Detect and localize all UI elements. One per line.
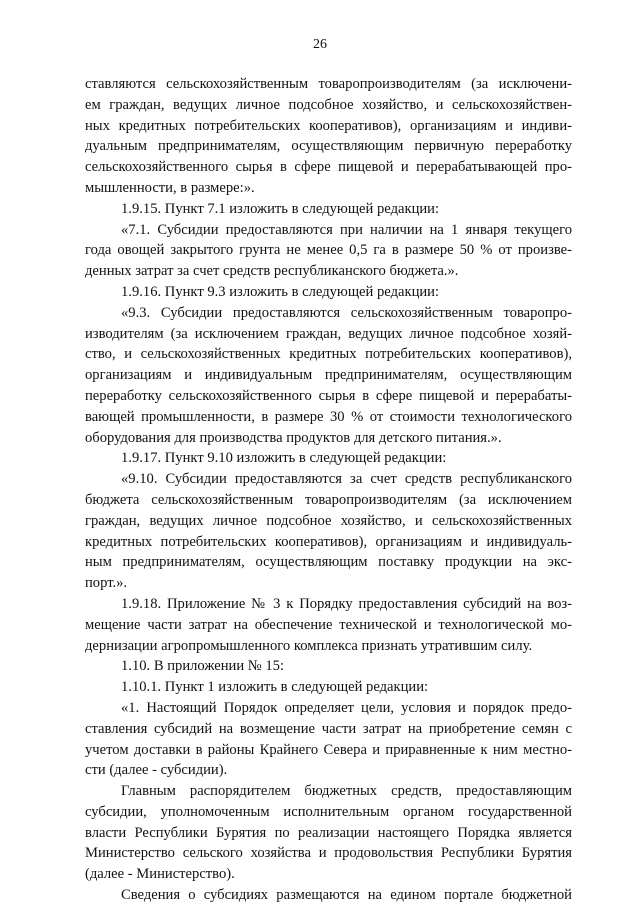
text-line: ных кредитных потребительских кооперативов), организациям и индиви- (85, 117, 572, 134)
text-line: 1.9.16. Пункт 9.3 изложить в следующей редакции: (121, 283, 440, 300)
text-line: оборудования для производства продуктов для детского питания.». (85, 429, 502, 446)
text-line: Главным распорядителем бюджетных средств, предоставляющим (121, 783, 572, 800)
text-line: «9.10. Субсидии предоставляются за счет средств республиканского (121, 471, 572, 488)
text-line: власти Республики Бурятия по реализации настоящего Порядка является (85, 824, 572, 841)
text-line: переработку сельскохозяйственного сырья в сфере пищевой и перерабаты- (85, 387, 572, 404)
text-line: сельскохозяйственного сырья в сфере пищевой и перерабатывающей про- (85, 159, 572, 176)
text-line: ным предпринимателям, осуществляющим поставку продукции на экс- (85, 554, 572, 571)
text-line: изводителям (за исключением граждан, ведущих личное подсобное хозяй- (85, 325, 572, 342)
text-line: субсидии, уполномоченным исполнительным органом государственной (85, 803, 572, 820)
text-line: Министерство сельского хозяйства и продовольствия Республики Бурятия (85, 845, 572, 862)
text-line: ставляются сельскохозяйственным товаропроизводителям (за исключени- (85, 76, 572, 92)
text-line: граждан, ведущих личное подсобное хозяйство, и сельскохозяйственных (85, 512, 572, 529)
text-line: мещение части затрат на обеспечение технической и технологической мо- (85, 616, 572, 633)
text-line: (далее - Министерство). (85, 866, 235, 883)
text-line: дернизации агропромышленного комплекса признать утратившим силу. (85, 637, 533, 654)
text-line: 1.10.1. Пункт 1 изложить в следующей редакции: (121, 679, 429, 696)
text-line: 1.9.17. Пункт 9.10 изложить в следующей редакции: (121, 450, 447, 467)
text-line: ставления субсидий на возмещение части затрат на приобретение семян с (85, 720, 572, 737)
text-line: учетом доставки в районы Крайнего Севера и приравненные к ним местно- (85, 741, 572, 758)
text-line: сти (далее - субсидии). (85, 762, 228, 779)
text-line: «1. Настоящий Порядок определяет цели, условия и порядок предо- (121, 699, 572, 716)
text-line: года овощей закрытого грунта не менее 0,5 га в размере 50 % от произве- (85, 242, 572, 259)
text-line: организациям и индивидуальным предпринимателям, осуществляющим (85, 367, 572, 384)
text-line: порт.». (85, 575, 128, 592)
text-line: 1.10. В приложении № 15: (121, 658, 285, 675)
text-line: дуальным предпринимателям, осуществляющим первичную переработку (85, 138, 572, 155)
text-line: Сведения о субсидиях размещаются на едином портале бюджетной (121, 887, 572, 904)
text-line: бюджета сельскохозяйственным товаропроизводителям (за исключением (85, 491, 572, 508)
text-line: «9.3. Субсидии предоставляются сельскохозяйственным товаропро- (121, 304, 572, 321)
text-line: ство, и сельскохозяйственных кредитных потребительских кооперативов), (85, 346, 572, 363)
text-line: мышленности, в размере:». (85, 179, 255, 196)
text-line: денных затрат за счет средств республиканского бюджета.». (85, 263, 459, 280)
text-line: кредитных потребительских кооперативов), организациям и индивидуаль- (85, 533, 572, 550)
text-line: «7.1. Субсидии предоставляются при наличии на 1 января текущего (121, 221, 572, 238)
text-line: вающей промышленности, в размере 30 % от стоимости технологического (85, 408, 572, 425)
text-line: ем граждан, ведущих личное подсобное хозяйство, и сельскохозяйствен- (85, 96, 572, 113)
text-line: 1.9.15. Пункт 7.1 изложить в следующей редакции: (121, 200, 440, 217)
text-line: 1.9.18. Приложение № 3 к Порядку предоставления субсидий на воз- (121, 595, 572, 612)
page-number: 26 (313, 37, 327, 52)
document-body (85, 74, 572, 906)
